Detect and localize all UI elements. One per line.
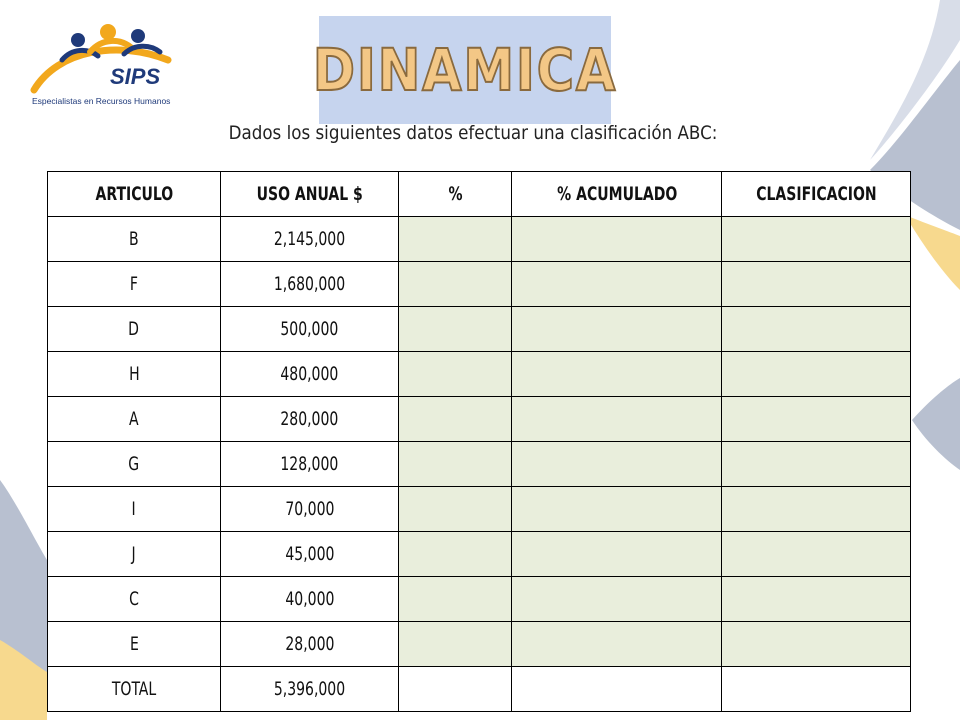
header-articulo: ARTICULO bbox=[48, 172, 221, 217]
table-row bbox=[48, 352, 911, 397]
table-row bbox=[48, 532, 911, 577]
clasificacion-cell bbox=[722, 352, 911, 397]
abc-table bbox=[47, 171, 911, 712]
porcentaje-cell bbox=[399, 442, 512, 487]
porcentaje-cell bbox=[399, 532, 512, 577]
articulo-cell: G bbox=[48, 442, 221, 487]
porcentaje-cell bbox=[399, 262, 512, 307]
porcentaje-cell bbox=[399, 307, 512, 352]
clasificacion-cell bbox=[722, 532, 911, 577]
porcentaje-acumulado-cell bbox=[512, 532, 722, 577]
table-row bbox=[48, 307, 911, 352]
instructions-text: Dados los siguientes datos efectuar una clasificación ABC: bbox=[228, 122, 718, 144]
uso-anual-cell: 128,000 bbox=[221, 442, 399, 487]
porcentaje-cell bbox=[399, 622, 512, 667]
table-row bbox=[48, 262, 911, 307]
clasificacion-cell bbox=[722, 487, 911, 532]
title-banner bbox=[312, 16, 618, 124]
uso-anual-cell: 2,145,000 bbox=[221, 217, 399, 262]
porcentaje-acumulado-cell bbox=[512, 667, 722, 712]
porcentaje-acumulado-cell bbox=[512, 487, 722, 532]
clasificacion-cell bbox=[722, 667, 911, 712]
table-row bbox=[48, 622, 911, 667]
table-row bbox=[48, 487, 911, 532]
porcentaje-cell bbox=[399, 217, 512, 262]
page-title: DINAMICA bbox=[312, 36, 618, 104]
articulo-cell: E bbox=[48, 622, 221, 667]
articulo-cell: A bbox=[48, 397, 221, 442]
clasificacion-cell bbox=[722, 217, 911, 262]
porcentaje-acumulado-cell bbox=[512, 352, 722, 397]
articulo-cell: H bbox=[48, 352, 221, 397]
articulo-cell: J bbox=[48, 532, 221, 577]
uso-anual-cell: 5,396,000 bbox=[221, 667, 399, 712]
porcentaje-acumulado-cell bbox=[512, 397, 722, 442]
porcentaje-acumulado-cell bbox=[512, 442, 722, 487]
articulo-cell: TOTAL bbox=[48, 667, 221, 712]
porcentaje-cell bbox=[399, 577, 512, 622]
header-porcentaje-acumulado: % ACUMULADO bbox=[512, 172, 722, 217]
articulo-cell: B bbox=[48, 217, 221, 262]
table-row bbox=[48, 397, 911, 442]
porcentaje-acumulado-cell bbox=[512, 622, 722, 667]
uso-anual-cell: 480,000 bbox=[221, 352, 399, 397]
clasificacion-cell bbox=[722, 262, 911, 307]
porcentaje-acumulado-cell bbox=[512, 307, 722, 352]
porcentaje-cell bbox=[399, 397, 512, 442]
uso-anual-cell: 45,000 bbox=[221, 532, 399, 577]
clasificacion-cell bbox=[722, 307, 911, 352]
uso-anual-cell: 280,000 bbox=[221, 397, 399, 442]
clasificacion-cell bbox=[722, 622, 911, 667]
articulo-cell: C bbox=[48, 577, 221, 622]
header-uso-anual: USO ANUAL $ bbox=[221, 172, 399, 217]
uso-anual-cell: 70,000 bbox=[221, 487, 399, 532]
clasificacion-cell bbox=[722, 397, 911, 442]
total-row bbox=[48, 667, 911, 712]
clasificacion-cell bbox=[722, 577, 911, 622]
logo-tagline: Especialistas en Recursos Humanos bbox=[32, 96, 171, 106]
articulo-cell: I bbox=[48, 487, 221, 532]
porcentaje-acumulado-cell bbox=[512, 262, 722, 307]
header-porcentaje: % bbox=[399, 172, 512, 217]
table-row bbox=[48, 217, 911, 262]
sips-logo bbox=[28, 20, 208, 110]
table-header-row bbox=[48, 172, 911, 217]
porcentaje-cell bbox=[399, 667, 512, 712]
porcentaje-cell bbox=[399, 352, 512, 397]
header-clasificacion: CLASIFICACION bbox=[722, 172, 911, 217]
uso-anual-cell: 500,000 bbox=[221, 307, 399, 352]
articulo-cell: F bbox=[48, 262, 221, 307]
porcentaje-acumulado-cell bbox=[512, 577, 722, 622]
logo-brand: SIPS bbox=[110, 64, 161, 89]
uso-anual-cell: 28,000 bbox=[221, 622, 399, 667]
uso-anual-cell: 1,680,000 bbox=[221, 262, 399, 307]
porcentaje-cell bbox=[399, 487, 512, 532]
table-row bbox=[48, 577, 911, 622]
uso-anual-cell: 40,000 bbox=[221, 577, 399, 622]
porcentaje-acumulado-cell bbox=[512, 217, 722, 262]
table-row bbox=[48, 442, 911, 487]
articulo-cell: D bbox=[48, 307, 221, 352]
clasificacion-cell bbox=[722, 442, 911, 487]
